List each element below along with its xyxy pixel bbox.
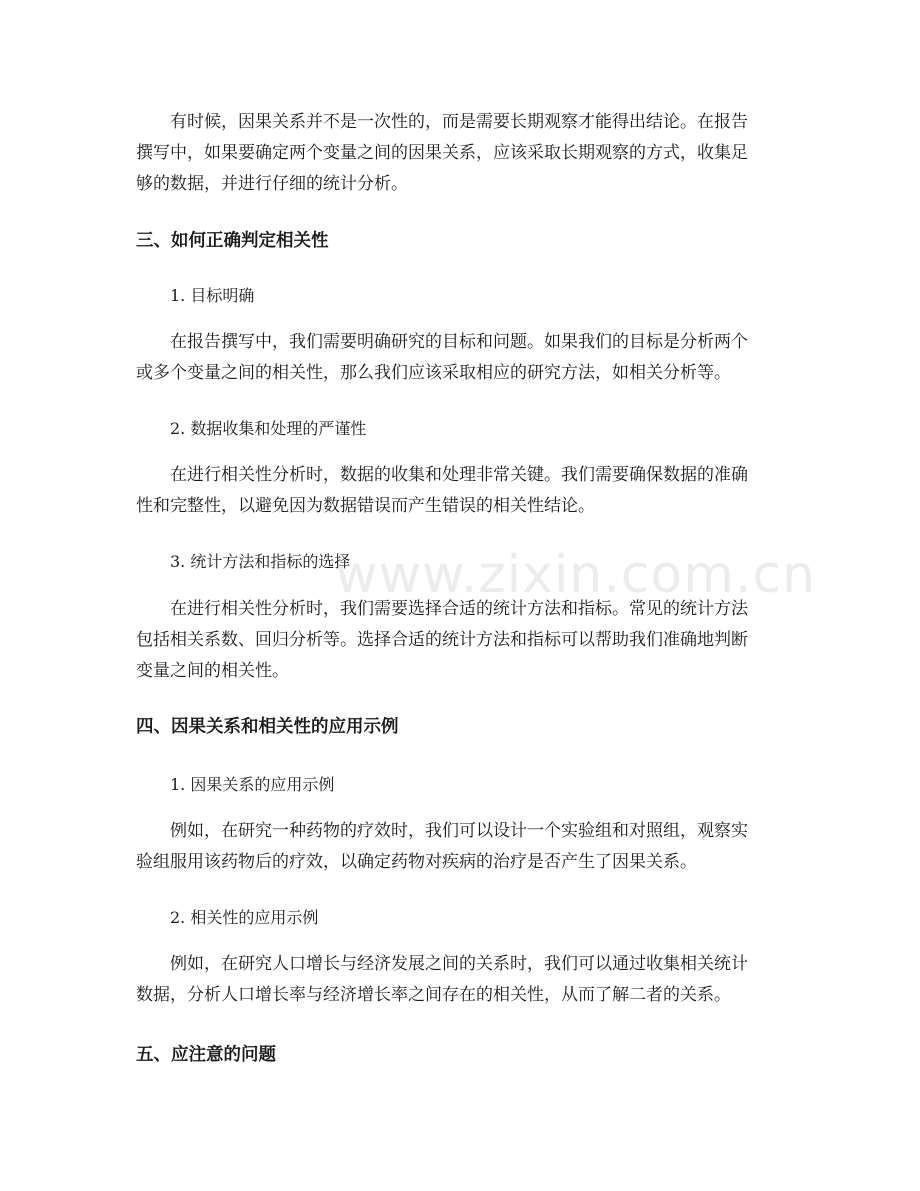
paragraph-line: 或多个变量之间的相关性，那么我们应该采取相应的研究方法，如相关分析等。 bbox=[136, 363, 731, 383]
paragraph-line: 数据，分析人口增长率与经济增长率之间存在的相关性，从而了解二者的关系。 bbox=[136, 985, 731, 1005]
paragraph-long-term-observation bbox=[136, 107, 786, 200]
paragraph-line: 在进行相关性分析时，我们需要选择合适的统计方法和指标。常见的统计方法 bbox=[170, 599, 748, 619]
section-heading-4: 四、因果关系和相关性的应用示例 bbox=[136, 717, 399, 737]
paragraph-data-rigor bbox=[136, 460, 786, 522]
paragraph-goal-clarity bbox=[136, 327, 786, 389]
subheading-correlation-example: 2. 相关性的应用示例 bbox=[170, 908, 319, 927]
paragraph-line: 例如，在研究一种药物的疗效时，我们可以设计一个实验组和对照组，观察实 bbox=[170, 821, 748, 841]
watermark: www.zixin.com.cn bbox=[335, 545, 816, 605]
section-heading-5: 五、应注意的问题 bbox=[136, 1045, 276, 1065]
paragraph-statistical-methods bbox=[136, 594, 786, 687]
subheading-causal-example: 1. 因果关系的应用示例 bbox=[170, 775, 335, 794]
paragraph-line: 在进行相关性分析时，数据的收集和处理非常关键。我们需要确保数据的准确 bbox=[170, 465, 748, 485]
subheading-statistical-methods: 3. 统计方法和指标的选择 bbox=[170, 552, 351, 571]
subheading-goal-clarity: 1. 目标明确 bbox=[170, 286, 255, 305]
paragraph-line: 有时候，因果关系并不是一次性的，而是需要长期观察才能得出结论。在报告 bbox=[170, 112, 748, 132]
section-heading-3: 三、如何正确判定相关性 bbox=[136, 231, 329, 251]
paragraph-line: 在报告撰写中，我们需要明确研究的目标和问题。如果我们的目标是分析两个 bbox=[170, 332, 748, 352]
subheading-data-rigor: 2. 数据收集和处理的严谨性 bbox=[170, 419, 367, 438]
paragraph-causal-example bbox=[136, 816, 786, 878]
paragraph-line: 包括相关系数、回归分析等。选择合适的统计方法和指标可以帮助我们准确地判断 bbox=[136, 630, 748, 650]
paragraph-line: 撰写中，如果要确定两个变量之间的因果关系，应该采取长期观察的方式，收集足 bbox=[136, 143, 748, 163]
paragraph-correlation-example bbox=[136, 949, 786, 1011]
paragraph-line: 验组服用该药物后的疗效，以确定药物对疾病的治疗是否产生了因果关系。 bbox=[136, 852, 697, 872]
paragraph-line: 变量之间的相关性。 bbox=[136, 661, 289, 681]
paragraph-line: 性和完整性，以避免因为数据错误而产生错误的相关性结论。 bbox=[136, 496, 595, 516]
paragraph-line: 例如，在研究人口增长与经济发展之间的关系时，我们可以通过收集相关统计 bbox=[170, 954, 748, 974]
paragraph-line: 够的数据，并进行仔细的统计分析。 bbox=[136, 174, 408, 194]
